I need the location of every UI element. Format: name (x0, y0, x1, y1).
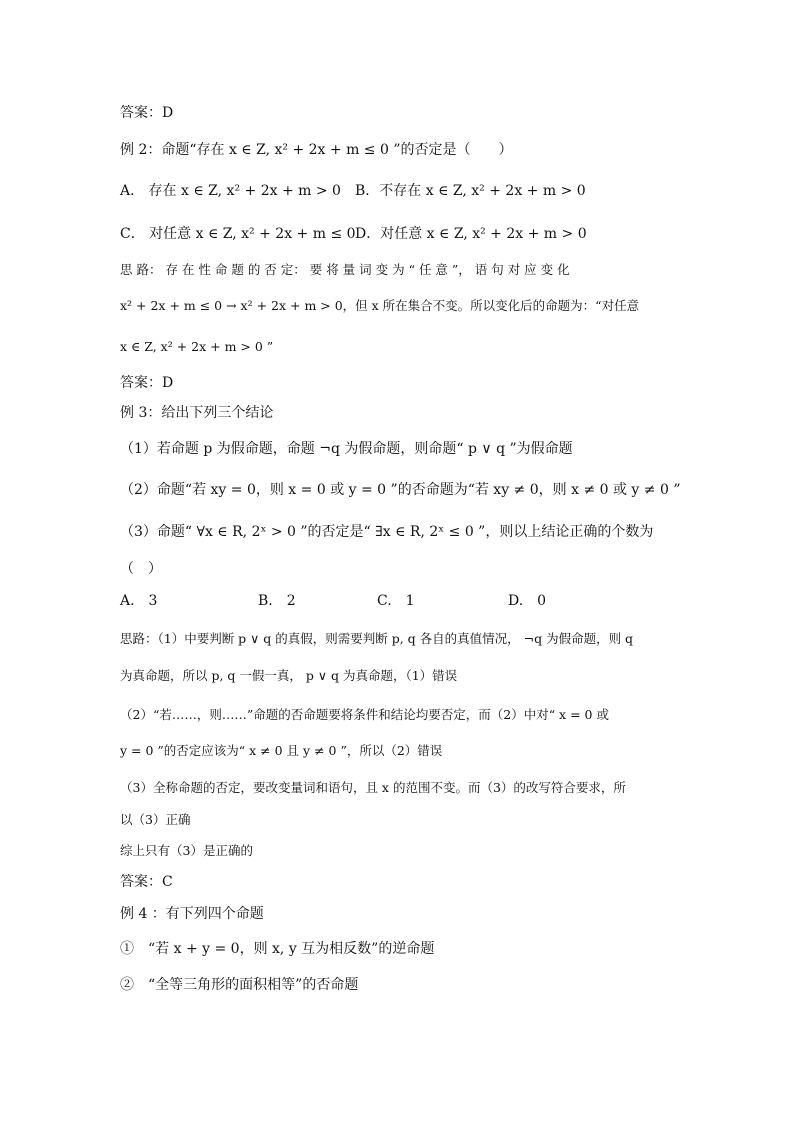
example-4-item-2: ② “全等三角形的面积相等”的否命题 (120, 977, 359, 993)
example-3-solution-line-2: 为真命题，所以 p, q 一假一真， p ∨ q 为真命题，（1）错误 (120, 668, 458, 683)
example-3-solution-line-1: 思路：（1）中要判断 p ∨ q 的真假，则需要判断 p, q 各自的真值情况， ¬q 为假命题，则 q (120, 631, 634, 646)
example-2-solution-line-3: x ∈ Z, x² + 2x + m > 0 ” (120, 339, 274, 354)
example-2-option-a: A． 存在 x ∈ Z, x² + 2x + m > 0 (120, 183, 341, 199)
example-3-option-d: D. 0 (508, 593, 547, 609)
example-3-statement-2: （2）命题“若 xy = 0，则 x = 0 或 y = 0 ”的否命题为“若 xy ≠ 0，则 x ≠ 0 或 y ≠ 0 ” (120, 482, 681, 498)
example-3-solution-line-5: （3）全称命题的否定，要改变量词和语句，且 x 的范围不变。而（3）的改写符合要求，所 (120, 780, 626, 795)
example-3-solution-line-6: 以（3）正确 (120, 812, 191, 827)
example-3-statement-3: （3）命题“ ∀x ∈ R, 2ˣ > 0 ”的否定是“ ∃x ∈ R, 2ˣ ≤ 0 ”，则以上结论正确的个数为 (120, 524, 654, 540)
example-3-option-b: B. 2 (258, 593, 296, 609)
answer-line-3: 答案：C (120, 874, 173, 890)
example-3-solution-line-3: （2）“若……，则……”命题的否命题要将条件和结论均要否定，而（2）中对“ x = 0 或 (120, 707, 609, 722)
example-3-solution-line-4: y = 0 ”的否定应该为“ x ≠ 0 且 y ≠ 0 ”，所以（2）错误 (120, 743, 443, 758)
example-3-blank: （ ） (120, 561, 162, 577)
example-3-option-a: A. 3 (120, 593, 158, 609)
example-2-option-c: C． 对任意 x ∈ Z, x² + 2x + m ≤ 0 (120, 226, 356, 242)
example-4-item-1: ① “若 x + y = 0，则 x, y 互为相反数”的逆命题 (120, 941, 435, 957)
example-3-option-c: C. 1 (377, 593, 415, 609)
answer-line-1: 答案：D (120, 105, 174, 121)
example-2-option-d: D．对任意 x ∈ Z, x² + 2x + m > 0 (355, 226, 587, 242)
example-2-solution-line-2: x² + 2x + m ≤ 0 → x² + 2x + m > 0，但 x 所在集合不变。所以变化后的命题为：“对任意 (120, 298, 640, 313)
example-4-title: 例 4 ：有下列四个命题 (120, 906, 264, 922)
example-3-statement-1: （1）若命题 p 为假命题，命题 ¬q 为假命题，则命题“ p ∨ q ”为假命题 (120, 441, 573, 457)
example-3-title: 例 3：给出下列三个结论 (120, 405, 274, 421)
example-2-option-b: B．不存在 x ∈ Z, x² + 2x + m > 0 (355, 183, 586, 199)
example-3-solution-summary: 综上只有（3）是正确的 (120, 843, 253, 858)
answer-line-2: 答案：D (120, 375, 174, 391)
example-2-question: 例 2：命题“存在 x ∈ Z, x² + 2x + m ≤ 0 ”的否定是（ ） (120, 142, 513, 158)
example-2-solution-line-1: 思 路： 存 在 性 命 题 的 否 定： 要 将 量 词 变 为 “ 任 意 ”， 语 句 对 应 变 化 (120, 262, 570, 277)
